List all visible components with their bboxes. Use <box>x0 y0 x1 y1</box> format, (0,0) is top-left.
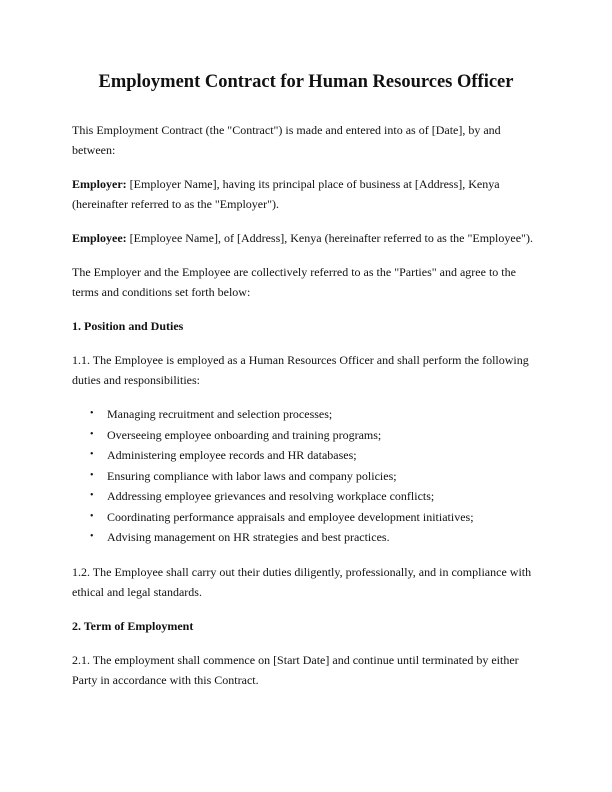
clause-1-2: 1.2. The Employee shall carry out their duties diligently, professionally, and in compliance with ethical and legal standards. <box>72 564 532 599</box>
employer-text: [Employer Name], having its principal place of business at [Address], Kenya (hereinafter referred to as the "Employer"). <box>72 177 500 211</box>
bullet-icon: • <box>90 428 94 440</box>
clause-2-1: 2.1. The employment shall commence on [Start Date] and continue until terminated by either Party in accordance with this Contract. <box>72 652 519 687</box>
section-heading-position-duties: 1. Position and Duties <box>72 319 184 333</box>
list-item <box>90 404 540 425</box>
list-item <box>90 527 540 548</box>
intro-paragraph: This Employment Contract (the "Contract") is made and entered into as of [Date], by and between: <box>72 123 501 157</box>
bullet-icon: • <box>90 449 94 460</box>
list-item <box>90 466 540 487</box>
bullet-icon: • <box>90 469 94 481</box>
list-item <box>90 425 540 446</box>
section-heading-term-employment: 2. Term of Employment <box>72 618 194 633</box>
document-title: Employment Contract for Human Resources Officer <box>98 72 514 92</box>
clause-1-1: 1.1. The Employee is employed as a Human Resources Officer and shall perform the following duties and responsibilities: <box>72 353 529 387</box>
list-item-text: Administering employee records and HR databases; <box>107 448 357 462</box>
list-item-text: Managing recruitment and selection processes; <box>107 407 333 421</box>
list-item-text: Coordinating performance appraisals and employee development initiatives; <box>107 509 474 524</box>
list-item-text: Overseeing employee onboarding and training programs; <box>107 427 382 442</box>
list-item-text: Addressing employee grievances and resolving workplace conflicts; <box>107 489 435 503</box>
list-item <box>90 507 540 528</box>
employer-paragraph <box>72 174 540 214</box>
list-item <box>90 445 540 466</box>
list-item-text: Advising management on HR strategies and best practices. <box>107 530 390 544</box>
employee-paragraph <box>72 228 540 248</box>
bullet-icon: • <box>90 408 94 419</box>
employee-label: Employee: <box>72 231 127 245</box>
parties-paragraph: The Employer and the Employee are collectively referred to as the "Parties" and agree to the terms and conditions set forth below: <box>72 265 516 299</box>
bullet-icon: • <box>90 490 94 501</box>
list-item-text: Ensuring compliance with labor laws and company policies; <box>107 468 397 483</box>
list-item <box>90 486 540 507</box>
bullet-icon: • <box>90 510 94 522</box>
employer-label: Employer: <box>72 177 127 191</box>
employee-text: [Employee Name], of [Address], Kenya (hereinafter referred to as the "Employee"). <box>126 231 533 245</box>
bullet-icon: • <box>90 531 94 542</box>
duties-list <box>72 404 540 548</box>
